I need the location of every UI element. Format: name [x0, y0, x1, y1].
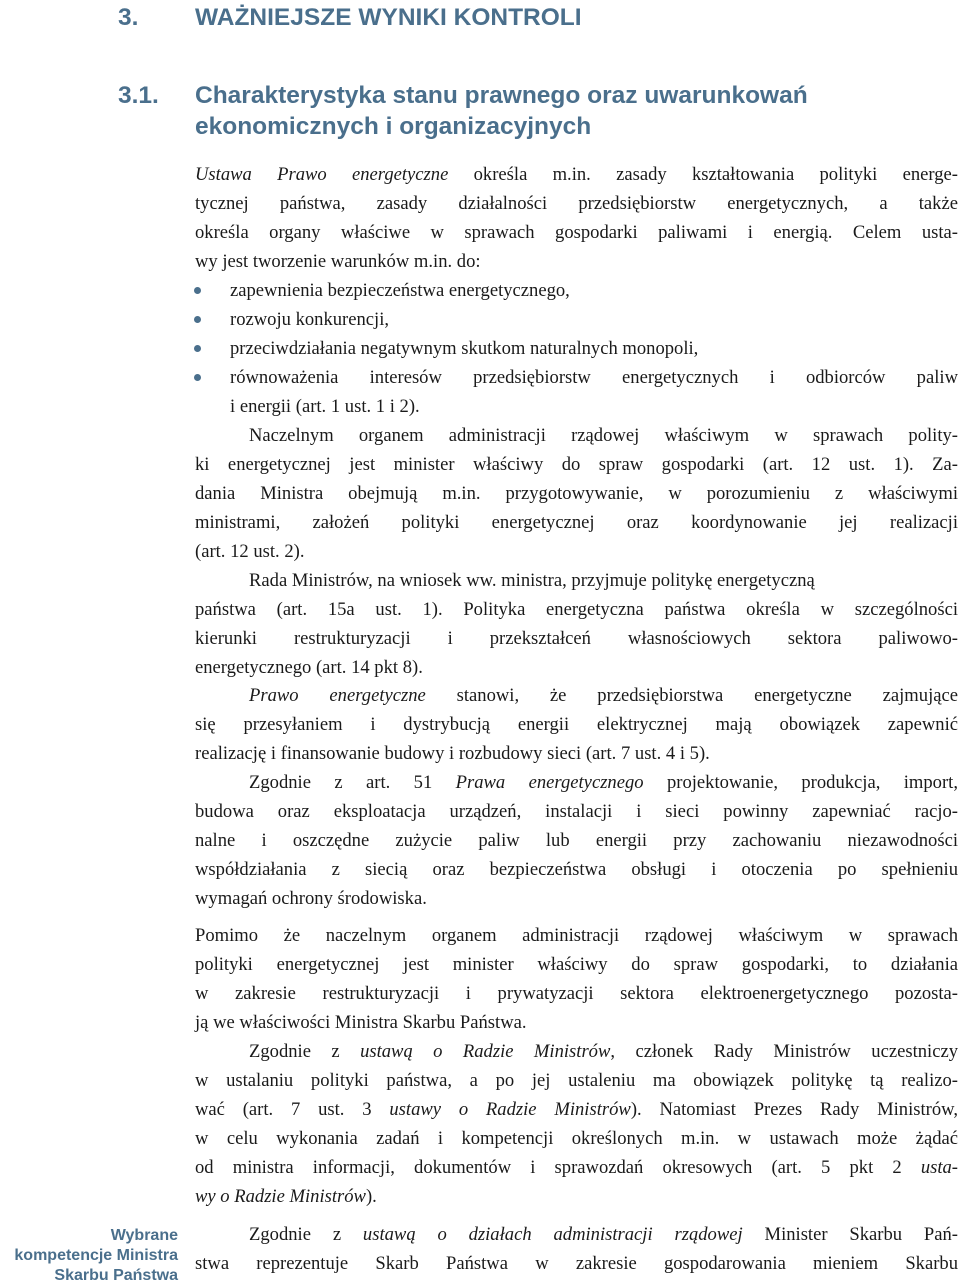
- text-line: budowa oraz eksploatacja urządzeń, instalacji i sieci powinny zapewniać racjo-: [195, 801, 958, 822]
- text-line: Zgodnie z ustawą o działach administracji rządowej Minister Skarbu Pań-: [249, 1224, 959, 1245]
- text-line: ją we właściwości Ministra Skarbu Państwa.: [195, 1012, 527, 1033]
- subsection-title-line2: ekonomicznych i organizacyjnych: [195, 113, 592, 140]
- text-line: równoważenia interesów przedsiębiorstw energetycznych i odbiorców paliw: [230, 367, 958, 388]
- text-line: dania Ministra obejmują m.in. przygotowywanie, w porozumieniu z właściwymi: [195, 483, 958, 504]
- text-line: Zgodnie z art. 51 Prawa energetycznego projektowanie, produkcja, import,: [249, 772, 958, 793]
- text-line: Naczelnym organem administracji rządowej właściwym w sprawach polity-: [249, 425, 958, 446]
- bullet-icon: [194, 345, 201, 352]
- text-line: rozwoju konkurencji,: [230, 309, 390, 330]
- text-line: Rada Ministrów, na wniosek ww. ministra, przyjmuje politykę energetyczną: [249, 570, 815, 591]
- margin-note: [0, 1226, 178, 1286]
- text-line: w celu wykonania zadań i kompetencji określonych m.in. w ustawach może żądać: [195, 1128, 958, 1149]
- margin-note-line: kompetencje Ministra: [14, 1247, 178, 1264]
- text-line: przeciwdziałania negatywnym skutkom naturalnych monopoli,: [230, 338, 699, 359]
- text-line: państwa (art. 15a ust. 1). Polityka energetyczna państwa określa w szczególności: [195, 599, 958, 620]
- text-line: (art. 12 ust. 2).: [195, 541, 305, 562]
- section-title: WAŻNIEJSZE WYNIKI KONTROLI: [195, 4, 582, 31]
- text-line: ki energetycznej jest minister właściwy do spraw gospodarki (art. 12 ust. 1). Za-: [195, 454, 958, 475]
- margin-note-line: Wybrane: [110, 1227, 178, 1244]
- text-line: w zakresie restrukturyzacji i prywatyzacji sektora elektroenergetycznego pozosta-: [195, 983, 958, 1004]
- text-line: Zgodnie z ustawą o Radzie Ministrów, członek Rady Ministrów uczestniczy: [249, 1041, 958, 1062]
- text-line: stwa reprezentuje Skarb Państwa w zakresie gospodarowania mieniem Skarbu: [195, 1253, 958, 1274]
- text-line: tycznej państwa, zasady działalności przedsiębiorstw energetycznych, a także: [195, 193, 958, 214]
- text-line: od ministra informacji, dokumentów i sprawozdań okresowych (art. 5 pkt 2 usta-: [195, 1157, 958, 1178]
- text-line: wy o Radzie Ministrów).: [195, 1186, 377, 1207]
- text-line: współdziałania z siecią oraz bezpieczeństwa obsługi i otoczenia po spełnieniu: [195, 859, 958, 880]
- bullet-icon: [194, 316, 201, 323]
- text-line: zapewnienia bezpieczeństwa energetycznego,: [230, 280, 570, 301]
- text-line: Pomimo że naczelnym organem administracji rządowej właściwym w sprawach: [195, 925, 958, 946]
- text-line: wy jest tworzenie warunków m.in. do:: [195, 251, 481, 272]
- text-line: polityki energetycznej jest minister właściwy do spraw gospodarki, to działania: [195, 954, 958, 975]
- text-line: i energii (art. 1 ust. 1 i 2).: [230, 396, 420, 417]
- text-line: w ustalaniu polityki państwa, a po jej ustaleniu ma obowiązek politykę tą realizo-: [195, 1070, 958, 1091]
- subsection-title-line1: Charakterystyka stanu prawnego oraz uwarunkowań: [195, 82, 808, 109]
- text-line: wymagań ochrony środowiska.: [195, 888, 427, 909]
- text-line: kierunki restrukturyzacji i przekształceń własnościowych sektora paliwowo-: [195, 628, 958, 649]
- section-number: 3.: [118, 4, 139, 31]
- text-line: się przesyłaniem i dystrybucją energii elektrycznej mają obowiązek zapewnić: [195, 714, 958, 735]
- margin-note-line: Skarbu Państwa: [54, 1267, 178, 1284]
- subsection-number: 3.1.: [118, 82, 159, 109]
- text-line: nalne i oszczędne zużycie paliw lub energii przy zachowaniu niezawodności: [195, 830, 958, 851]
- text-line: określa organy właściwe w sprawach gospodarki paliwami i energią. Celem usta-: [195, 222, 958, 243]
- text-line: energetycznego (art. 14 pkt 8).: [195, 657, 423, 678]
- text-line: realizację i finansowanie budowy i rozbudowy sieci (art. 7 ust. 4 i 5).: [195, 743, 710, 764]
- text-line: Ustawa Prawo energetyczne określa m.in. zasady kształtowania polityki energe-: [195, 164, 959, 185]
- bullet-icon: [194, 374, 201, 381]
- subsection-title: [195, 80, 915, 142]
- text-line: wać (art. 7 ust. 3 ustawy o Radzie Ministrów). Natomiast Prezes Rady Ministrów,: [195, 1099, 959, 1120]
- bullet-icon: [194, 287, 201, 294]
- text-line: ministrami, założeń polityki energetycznej oraz koordynowanie jej realizacji: [195, 512, 958, 533]
- text-line: Prawo energetyczne stanowi, że przedsiębiorstwa energetyczne zajmujące: [249, 685, 958, 706]
